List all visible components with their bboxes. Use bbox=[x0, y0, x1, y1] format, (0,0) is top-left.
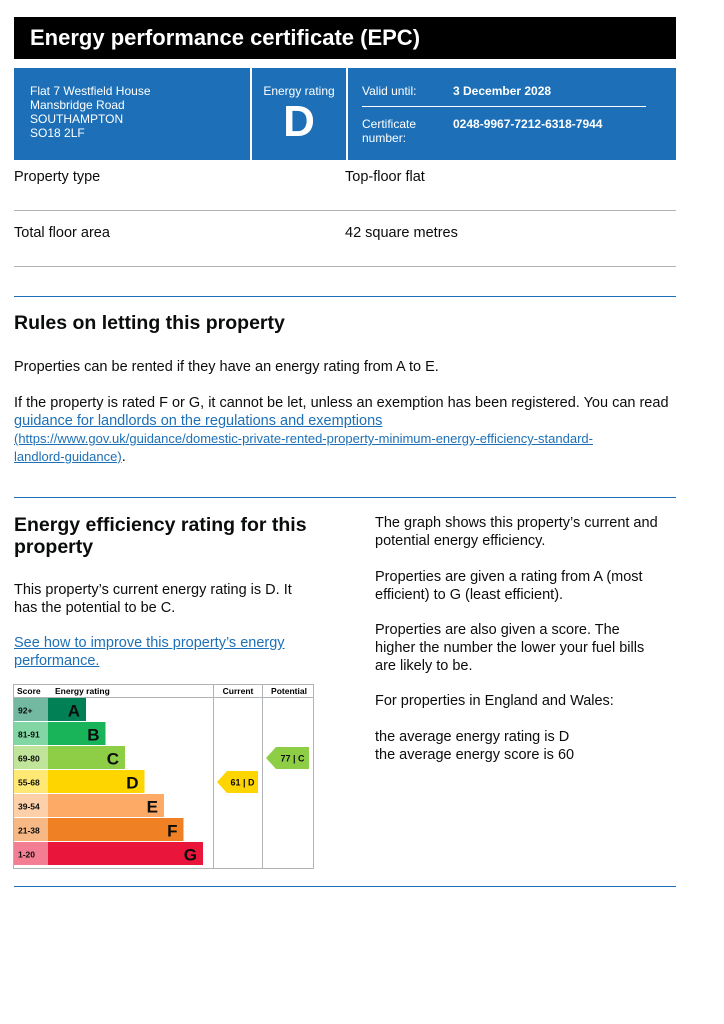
rating-band-letter: C bbox=[106, 749, 119, 769]
rating-column-header: Energy rating bbox=[55, 686, 110, 696]
energy-rating-chart bbox=[13, 684, 315, 870]
address-line-1: Flat 7 Westfield House bbox=[30, 84, 151, 98]
explanation-paragraph-4: For properties in England and Wales: bbox=[375, 693, 614, 709]
certificate-summary-box bbox=[14, 68, 676, 160]
validity-block bbox=[348, 68, 676, 160]
rating-band-letter: D bbox=[126, 773, 139, 793]
improve-performance-link-line-2[interactable]: performance. bbox=[14, 653, 100, 669]
rating-band-letter: E bbox=[146, 797, 158, 817]
landlord-guidance-url-line-2[interactable]: landlord-guidance) bbox=[14, 449, 122, 464]
address-line-3: SOUTHAMPTON bbox=[30, 112, 124, 126]
rating-band-letter: G bbox=[183, 845, 197, 865]
score-range-label: 81-91 bbox=[18, 729, 40, 740]
section-divider bbox=[14, 497, 676, 498]
explanation-paragraph-5 bbox=[375, 728, 680, 764]
score-range-label: 92+ bbox=[18, 705, 33, 716]
rating-band-letter: A bbox=[67, 701, 80, 721]
explanation-3-line-2: higher the number the lower your fuel bills bbox=[375, 640, 645, 656]
potential-rating-marker-label: 77 | C bbox=[280, 753, 305, 764]
explanation-3-line-3: are likely to be. bbox=[375, 658, 473, 674]
section-divider bbox=[14, 296, 676, 297]
energy-rating-label: Energy rating bbox=[263, 84, 335, 98]
rating-band-letter: F bbox=[167, 821, 178, 841]
page-title: Energy performance certificate (EPC) bbox=[14, 17, 676, 59]
rating-band-bar bbox=[48, 818, 184, 841]
score-range-label: 1-20 bbox=[18, 849, 36, 860]
explanation-paragraph-3 bbox=[375, 621, 680, 675]
explanation-paragraph-1 bbox=[375, 514, 680, 550]
certificate-number-label: Certificate number: bbox=[362, 117, 417, 145]
rating-band-letter: B bbox=[87, 725, 100, 745]
explanation-2-line-2: efficient) to G (least efficient). bbox=[375, 587, 564, 603]
score-range-label: 69-80 bbox=[18, 753, 40, 764]
explanation-2-line-1: Properties are given a rating from A (most bbox=[375, 569, 643, 585]
explanation-paragraph-2 bbox=[375, 568, 680, 604]
score-range-label: 55-68 bbox=[18, 777, 40, 788]
potential-column-header: Potential bbox=[271, 686, 307, 696]
property-type-row bbox=[14, 155, 676, 211]
current-column-header: Current bbox=[222, 686, 254, 696]
energy-rating-letter: D bbox=[283, 97, 315, 146]
floor-area-row bbox=[14, 211, 676, 267]
current-rating-text bbox=[14, 581, 292, 617]
valid-until-label: Valid until: bbox=[362, 84, 417, 98]
divider bbox=[362, 106, 646, 107]
address-block bbox=[14, 68, 250, 160]
improve-performance-link-line-1[interactable]: See how to improve this property’s energy bbox=[14, 635, 285, 651]
score-column-header: Score bbox=[17, 686, 41, 696]
energy-rating-block bbox=[252, 68, 346, 160]
floor-area-value: 42 square metres bbox=[345, 225, 458, 241]
letting-paragraph-2-text: If the property is rated F or G, it cannot be let, unless an exemption has been registered. You can read bbox=[14, 395, 669, 411]
period: . bbox=[121, 449, 126, 465]
address-postcode: SO18 2LF bbox=[30, 126, 85, 140]
efficiency-heading-line-2: property bbox=[14, 536, 94, 558]
address-line-2: Mansbridge Road bbox=[30, 98, 125, 112]
section-divider bbox=[14, 886, 676, 887]
letting-heading: Rules on letting this property bbox=[14, 312, 285, 334]
letting-paragraph-2 bbox=[14, 394, 676, 466]
efficiency-heading bbox=[14, 514, 307, 558]
current-rating-marker-label: 61 | D bbox=[230, 777, 255, 788]
current-rating-line-1: This property’s current energy rating is D. It bbox=[14, 582, 292, 598]
letting-paragraph-1: Properties can be rented if they have an energy rating from A to E. bbox=[14, 359, 439, 375]
average-rating-text: the average energy rating is D bbox=[375, 729, 570, 745]
rating-band-bar bbox=[48, 842, 203, 865]
floor-area-label: Total floor area bbox=[14, 225, 110, 241]
improve-link-block bbox=[14, 634, 285, 670]
current-rating-line-2: has the potential to be C. bbox=[14, 600, 176, 616]
property-type-value: Top-floor flat bbox=[345, 169, 425, 185]
landlord-guidance-link[interactable]: guidance for landlords on the regulations and exemptions bbox=[14, 413, 383, 429]
certificate-number-value: 0248-9967-7212-6318-7944 bbox=[453, 117, 603, 131]
average-score-text: the average energy score is 60 bbox=[375, 747, 575, 763]
explanation-3-line-1: Properties are also given a score. The bbox=[375, 622, 620, 638]
valid-until-value: 3 December 2028 bbox=[453, 84, 552, 98]
score-range-label: 39-54 bbox=[18, 801, 40, 812]
explanation-1-line-1: The graph shows this property’s current and bbox=[375, 515, 658, 531]
efficiency-heading-line-1: Energy efficiency rating for this bbox=[14, 514, 307, 536]
score-range-label: 21-38 bbox=[18, 825, 40, 836]
landlord-guidance-url-line-1[interactable]: (https://www.gov.uk/guidance/domestic-private-rented-property-minimum-energy-efficiency-standard- bbox=[14, 431, 593, 446]
property-type-label: Property type bbox=[14, 169, 101, 185]
explanation-1-line-2: potential energy efficiency. bbox=[375, 533, 546, 549]
